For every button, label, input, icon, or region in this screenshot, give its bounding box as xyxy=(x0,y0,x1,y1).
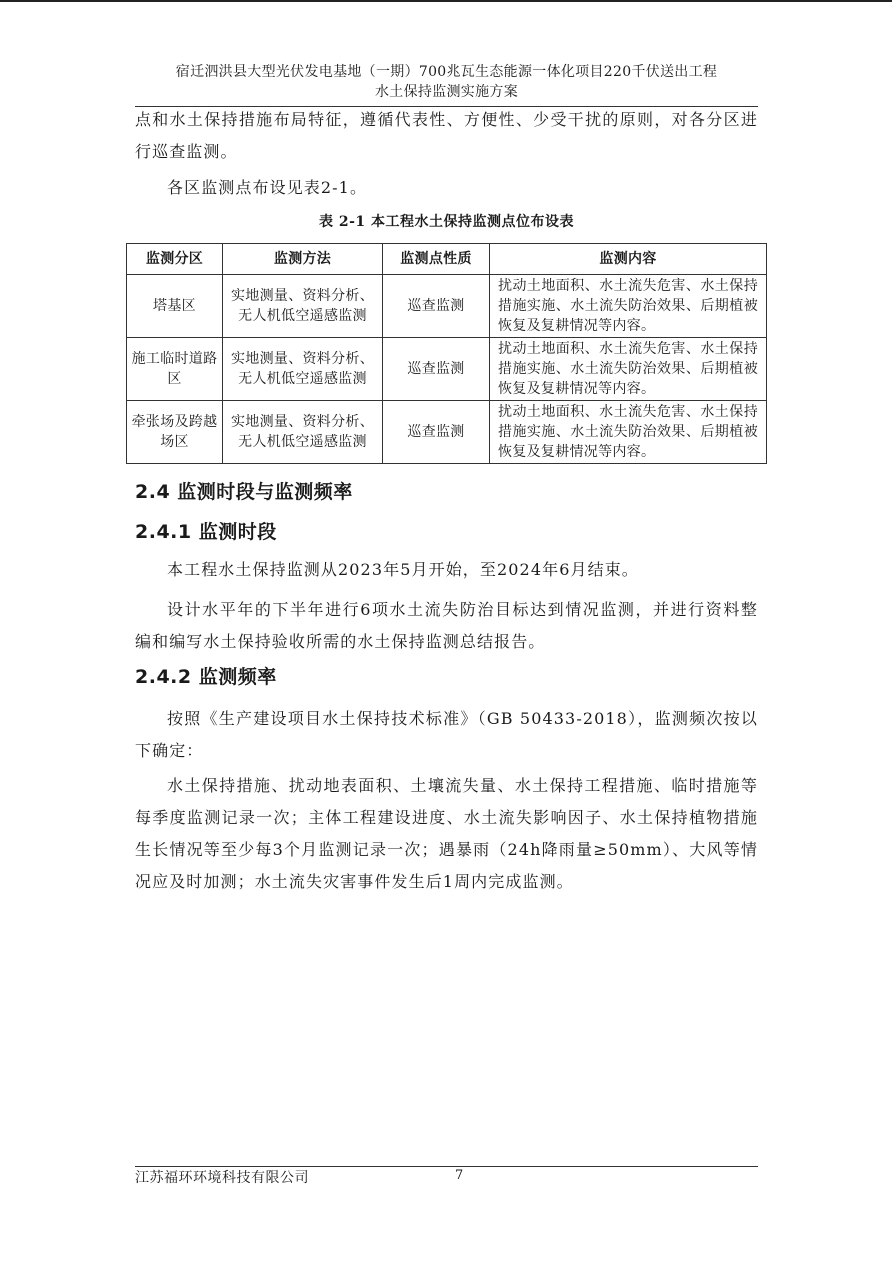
monitoring-period-paragraph-2: 设计水平年的下半年进行6项水土流失防治目标达到情况监测，并进行资料整编和编写水土保持验收所需的水土保持监测总结报告。 xyxy=(135,600,758,651)
cell-point-type: 巡查监测 xyxy=(383,401,490,464)
header-title-line2: 水土保持监测实施方案 xyxy=(375,84,518,100)
monitoring-points-table xyxy=(126,243,767,464)
column-header-content: 监测内容 xyxy=(490,244,767,275)
header-title-line1: 宿迁泗洪县大型光伏发电基地（一期）700兆瓦生态能源一体化项目220千伏送出工程 xyxy=(175,64,718,80)
column-header-point-type: 监测点性质 xyxy=(383,244,490,275)
table-row xyxy=(127,275,767,338)
section-heading-2-4: 2.4 监测时段与监测频率 xyxy=(135,481,353,503)
page-header xyxy=(135,62,758,102)
cell-content: 扰动土地面积、水土流失危害、水土保持措施实施、水土流失防治效果、后期植被恢复及复耕情况等内容。 xyxy=(490,275,767,338)
cell-zone: 塔基区 xyxy=(127,275,223,338)
cell-point-type: 巡查监测 xyxy=(383,338,490,401)
monitoring-frequency-paragraph-1: 按照《生产建设项目水土保持技术标准》（GB 50433-2018），监测频次按以下确定： xyxy=(135,709,758,760)
table-header-row xyxy=(127,244,767,275)
cell-method: 实地测量、资料分析、无人机低空遥感监测 xyxy=(223,338,383,401)
table-row xyxy=(127,401,767,464)
footer-company-name: 江苏福环环境科技有限公司 xyxy=(135,1170,309,1186)
table-row xyxy=(127,338,767,401)
cell-method: 实地测量、资料分析、无人机低空遥感监测 xyxy=(223,401,383,464)
top-border-line xyxy=(0,0,892,2)
cell-content: 扰动土地面积、水土流失危害、水土保持措施实施、水土流失防治效果、后期植被恢复及复耕情况等内容。 xyxy=(490,401,767,464)
footer-rule xyxy=(135,1166,758,1167)
table-caption: 表 2-1 本工程水土保持监测点位布设表 xyxy=(318,214,575,230)
section-heading-2-4-1: 2.4.1 监测时段 xyxy=(135,521,277,543)
cell-content: 扰动土地面积、水土流失危害、水土保持措施实施、水土流失防治效果、后期植被恢复及复耕情况等内容。 xyxy=(490,338,767,401)
monitoring-period-paragraph-1: 本工程水土保持监测从2023年5月开始，至2024年6月结束。 xyxy=(167,560,639,579)
section-heading-2-4-2: 2.4.2 监测频率 xyxy=(135,666,277,688)
cell-zone: 施工临时道路区 xyxy=(127,338,223,401)
cell-point-type: 巡查监测 xyxy=(383,275,490,338)
page-number: 7 xyxy=(455,1168,464,1183)
cell-method: 实地测量、资料分析、无人机低空遥感监测 xyxy=(223,275,383,338)
column-header-method: 监测方法 xyxy=(223,244,383,275)
monitoring-frequency-paragraph-2: 水土保持措施、扰动地表面积、土壤流失量、水土保持工程措施、临时措施等每季度监测记录一次；主体工程建设进度、水土流失影响因子、水土保持植物措施生长情况等至少每3个月监测记录一次；遇暴雨（24h降雨量≥50mm）、大风等情况应及时加测；水土流失灾害事件发生后1周内完成监测。 xyxy=(135,776,758,891)
column-header-zone: 监测分区 xyxy=(127,244,223,275)
intro-paragraph-2: 各区监测点布设见表2-1。 xyxy=(167,178,368,197)
intro-paragraph-1: 点和水土保持措施布局特征，遵循代表性、方便性、少受干扰的原则，对各分区进行巡查监测。 xyxy=(135,110,758,161)
cell-zone: 牵张场及跨越场区 xyxy=(127,401,223,464)
